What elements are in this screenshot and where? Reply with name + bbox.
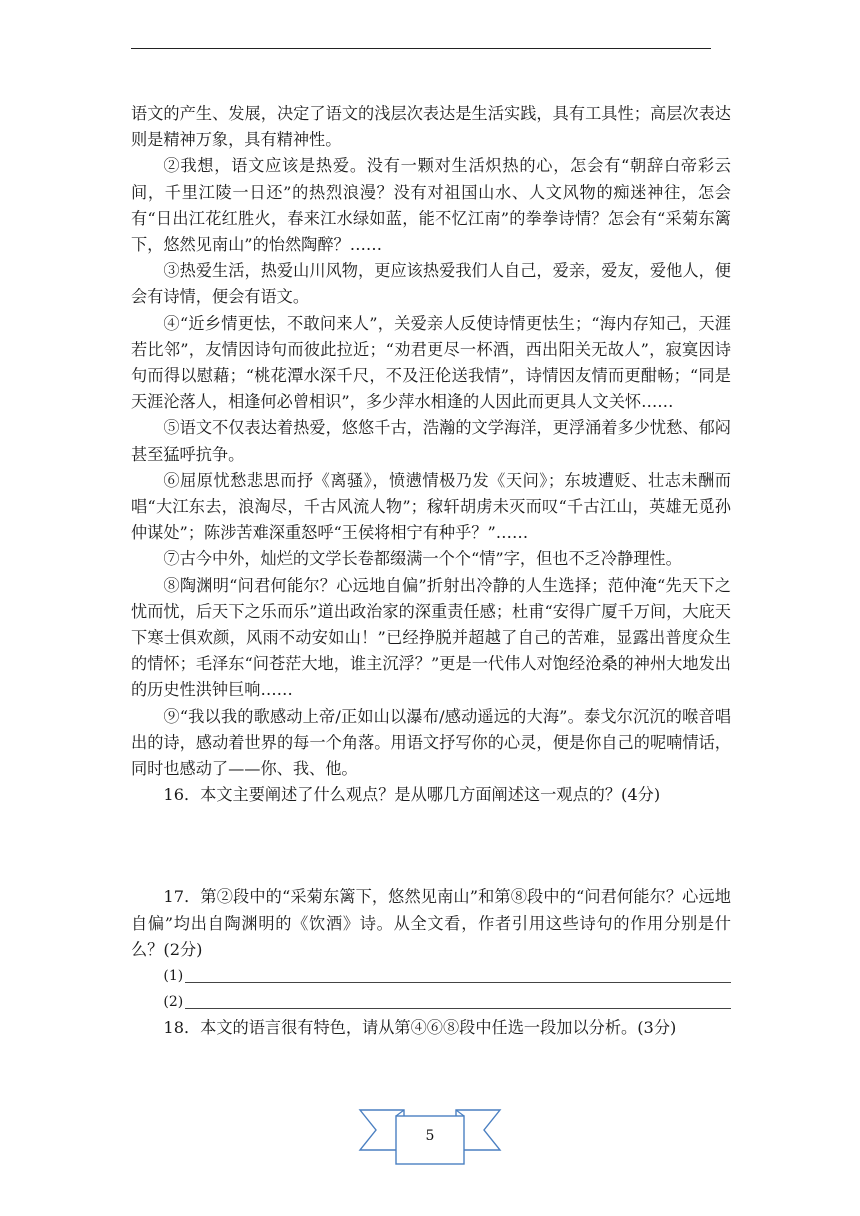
- blank-label-1: (1): [163, 968, 184, 985]
- question-18: 18．本文的语言很有特色，请从第④⑥⑧段中任选一段加以分析。(3分): [163, 1018, 677, 1038]
- paragraph-3: ③热爱生活，热爱山川风物，更应该热爱我们人自己，爱亲，爱友，爱他人，便会有诗情，便会有语文。: [131, 261, 731, 307]
- answer-line-17-1[interactable]: [131, 963, 731, 989]
- paragraph-5: ⑤语文不仅表达着热爱，悠悠千古，浩瀚的文学海洋，更浮涌着多少忧愁、郁闷甚至猛呼抗争。: [131, 418, 731, 464]
- paragraph-8: ⑧陶渊明“问君何能尔？心远地自偏”折射出冷静的人生选择；范仲淹“先天下之忧而忧，后天下之乐而乐”道出政治家的深重责任感；杜甫“安得广厦千万间，大庇天下寒士俱欢颜，风雨不动安如山！”已经挣脱并超越了自己的苦难，显露出普度众生的情怀；毛泽东“问苍茫大地，谁主沉浮？”更是一代伟人对饱经沧桑的神州大地发出的历史性洪钟巨响……: [131, 575, 731, 700]
- paragraph-9: ⑨“我以我的歌感动上帝/正如山以瀑布/感动遥远的大海”。泰戈尔沉沉的喉音唱出的诗，感动着世界的每一个角落。用语文抒写你的心灵，便是你自己的呢喃情话，同时也感动了——你、我、他。: [131, 706, 731, 779]
- paragraph-6: ⑥屈原忧愁悲思而抒《离骚》，愤懑情极乃发《天问》；东坡遭贬、壮志未酬而唱“大江东去，浪淘尽，千古风流人物”；稼轩胡虏未灭而叹“千古江山，英雄无觅孙仲谋处”；陈涉苦难深重怒呼“王侯将相宁有种乎？”……: [131, 470, 731, 543]
- paragraph-2: ②我想，语文应该是热爱。没有一颗对生活炽热的心，怎会有“朝辞白帝彩云间，千里江陵一日还”的热烈浪漫？没有对祖国山水、人文风物的痴迷神往，怎会有“日出江花红胜火，春来江水绿如蓝，能不忆江南”的拳拳诗情？怎会有“采菊东篱下，悠然见南山”的怡然陶醉？……: [131, 156, 731, 255]
- header-rule: [131, 48, 711, 49]
- question-17: 17．第②段中的“采菊东篱下，悠然见南山”和第⑧段中的“问君何能尔？心远地自偏”均出自陶渊明的《饮酒》诗。从全文看，作者引用这些诗句的作用分别是什么？(2分): [131, 887, 731, 959]
- question-16: 16．本文主要阐述了什么观点？是从哪几方面阐述这一观点的？(4分): [163, 785, 661, 805]
- answer-space-16[interactable]: [131, 808, 731, 884]
- blank-label-2: (2): [163, 994, 184, 1011]
- paragraph-4: ④“近乡情更怯，不敢问来人”，关爱亲人反使诗情更怯生；“海内存知己，天涯若比邻”，友情因诗句而彼此拉近；“劝君更尽一杯酒，西出阳关无故人”，寂寞因诗句而得以慰藉；“桃花潭水深千尺，不及汪伦送我情”，诗情因友情而更酣畅；“同是天涯沦落人，相逢何必曾相识”，多少萍水相逢的人因此而更具人文关怀……: [131, 313, 731, 412]
- paragraph-7: ⑦古今中外，灿烂的文学长卷都缀满一个个“情”字，但也不乏冷静理性。: [163, 549, 682, 569]
- blank-rule-1: [185, 982, 731, 983]
- answer-line-17-2[interactable]: [131, 989, 731, 1015]
- article-body: [131, 101, 731, 1042]
- blank-rule-2: [185, 1008, 731, 1009]
- page-number: 5: [425, 1128, 435, 1144]
- paragraph-1-continued: 语文的产生、发展，决定了语文的浅层次表达是生活实践，具有工具性；高层次表达则是精神万象，具有精神性。: [131, 104, 731, 150]
